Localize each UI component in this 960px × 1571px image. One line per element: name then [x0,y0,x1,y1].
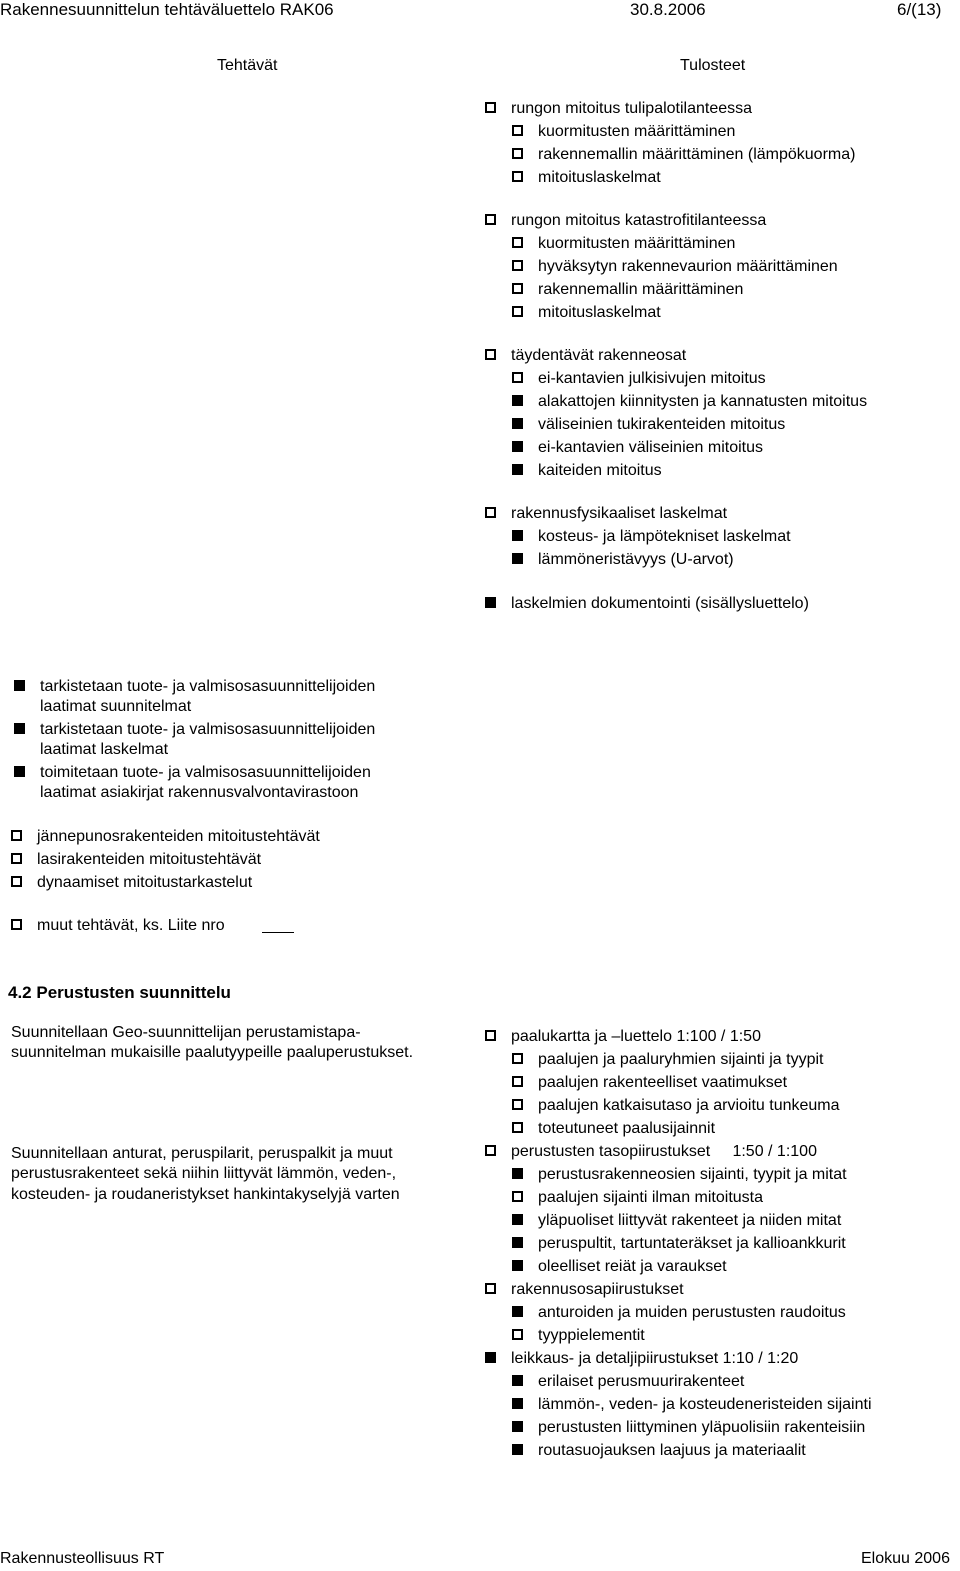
item-label: paalujen sijainti ilman mitoitusta [538,1189,763,1206]
item-label: ei-kantavien väliseinien mitoitus [538,439,763,456]
item-label: alakattojen kiinnitysten ja kannatusten mitoitus [538,393,868,410]
section-title: Perustusten suunnittelu [36,983,231,1002]
section-paragraph-2-line-1: Suunnitellaan anturat, peruspilarit, peruspalkit ja muut [11,1145,393,1162]
unchecked-checkbox-icon[interactable] [485,1283,496,1294]
unchecked-checkbox-icon[interactable] [512,372,523,383]
item-label: rakennusfysikaaliset laskelmat [511,505,728,522]
item-label: tarkistetaan tuote- ja valmisosasuunnittelijoiden [40,678,376,695]
item-label: muut tehtävät, ks. Liite nro [37,917,225,934]
section-number: 4.2 [8,983,32,1002]
section-paragraph-2-line-3: kosteuden- ja roudaneristykset hankintakyselyjä varten [11,1186,400,1203]
unchecked-checkbox-icon[interactable] [512,1053,523,1064]
item-label: mitoituslaskelmat [538,304,661,321]
column-header-outputs: Tulosteet [680,57,746,74]
attachment-number-blank[interactable] [262,918,294,933]
checked-checkbox-icon[interactable] [485,597,496,608]
item-label: tyyppielementit [538,1327,645,1344]
unchecked-checkbox-icon[interactable] [512,1191,523,1202]
item-label: rakennemallin määrittäminen (lämpökuorma) [538,146,856,163]
checked-checkbox-icon[interactable] [14,723,25,734]
checked-checkbox-icon[interactable] [512,553,523,564]
item-label-line-2: laatimat asiakirjat rakennusvalvontavirastoon [40,784,359,801]
item-label: routasuojauksen laajuus ja materiaalit [538,1442,806,1459]
item-label: rungon mitoitus katastrofitilanteessa [511,212,767,229]
unchecked-checkbox-icon[interactable] [512,125,523,136]
checked-checkbox-icon[interactable] [14,680,25,691]
unchecked-checkbox-icon[interactable] [485,102,496,113]
unchecked-checkbox-icon[interactable] [512,1122,523,1133]
unchecked-checkbox-icon[interactable] [512,306,523,317]
item-label: kaiteiden mitoitus [538,462,662,479]
unchecked-checkbox-icon[interactable] [512,283,523,294]
item-label: mitoituslaskelmat [538,169,661,186]
item-label: toimitetaan tuote- ja valmisosasuunnittelijoiden [40,764,371,781]
checked-checkbox-icon[interactable] [512,464,523,475]
item-label: perustusrakenneosien sijainti, tyypit ja mitat [538,1166,847,1183]
unchecked-checkbox-icon[interactable] [485,349,496,360]
item-label: väliseinien tukirakenteiden mitoitus [538,416,786,433]
footer-right: Elokuu 2006 [861,1550,950,1567]
item-label: ei-kantavien julkisivujen mitoitus [538,370,766,387]
item-label: kuormitusten määrittäminen [538,123,736,140]
item-label: dynaamiset mitoitustarkastelut [37,874,253,891]
item-label: paalujen katkaisutaso ja arvioitu tunkeuma [538,1097,840,1114]
item-label: paalujen ja paaluryhmien sijainti ja tyypit [538,1051,824,1068]
footer-left: Rakennusteollisuus RT [0,1550,165,1567]
item-label-line-2: laatimat laskelmat [40,741,169,758]
checked-checkbox-icon[interactable] [512,418,523,429]
item-label: lämmöneristävyys (U-arvot) [538,551,734,568]
section-paragraph-2-line-2: perustusrakenteet sekä niihin liittyvät lämmön, veden-, [11,1165,397,1182]
item-label: perustusten tasopiirustukset 1:50 / 1:100 [511,1143,817,1160]
unchecked-checkbox-icon[interactable] [11,876,22,887]
item-label: rakennusosapiirustukset [511,1281,684,1298]
item-label: paalukartta ja –luettelo 1:100 / 1:50 [511,1028,761,1045]
item-label: tarkistetaan tuote- ja valmisosasuunnittelijoiden [40,721,376,738]
unchecked-checkbox-icon[interactable] [512,237,523,248]
unchecked-checkbox-icon[interactable] [485,214,496,225]
item-label: laskelmien dokumentointi (sisällysluettelo) [511,595,809,612]
item-label: anturoiden ja muiden perustusten raudoitus [538,1304,846,1321]
unchecked-checkbox-icon[interactable] [512,171,523,182]
item-label: kuormitusten määrittäminen [538,235,736,252]
item-label: paalujen rakenteelliset vaatimukset [538,1074,788,1091]
item-label: perustusten liittyminen yläpuolisiin rakenteisiin [538,1419,866,1436]
unchecked-checkbox-icon[interactable] [512,148,523,159]
item-label: lasirakenteiden mitoitustehtävät [37,851,262,868]
item-label: toteutuneet paalusijainnit [538,1120,716,1137]
unchecked-checkbox-icon[interactable] [11,919,22,930]
item-label: oleelliset reiät ja varaukset [538,1258,727,1275]
checked-checkbox-icon[interactable] [512,1168,523,1179]
unchecked-checkbox-icon[interactable] [512,1099,523,1110]
item-label: täydentävät rakenneosat [511,347,687,364]
document-date: 30.8.2006 [630,0,706,19]
item-label: hyväksytyn rakennevaurion määrittäminen [538,258,838,275]
unchecked-checkbox-icon[interactable] [512,1076,523,1087]
checked-checkbox-icon[interactable] [512,1375,523,1386]
checked-checkbox-icon[interactable] [14,766,25,777]
item-label: peruspultit, tartuntateräkset ja kallioankkurit [538,1235,846,1252]
unchecked-checkbox-icon[interactable] [11,830,22,841]
checked-checkbox-icon[interactable] [512,530,523,541]
page-number: 6/(13) [897,0,942,19]
item-label: leikkaus- ja detaljipiirustukset 1:10 / 1:20 [511,1350,799,1367]
item-label: yläpuoliset liittyvät rakenteet ja niiden mitat [538,1212,842,1229]
checked-checkbox-icon[interactable] [512,395,523,406]
unchecked-checkbox-icon[interactable] [512,1329,523,1340]
checked-checkbox-icon[interactable] [485,1352,496,1363]
unchecked-checkbox-icon[interactable] [485,507,496,518]
item-label: jännepunosrakenteiden mitoitustehtävät [37,828,320,845]
checked-checkbox-icon[interactable] [512,1421,523,1432]
section-paragraph-1-line-2: suunnitelman mukaisille paalutyypeille paaluperustukset. [11,1044,414,1061]
column-header-tasks: Tehtävät [217,57,278,74]
unchecked-checkbox-icon[interactable] [485,1145,496,1156]
checked-checkbox-icon[interactable] [512,1398,523,1409]
checked-checkbox-icon[interactable] [512,1237,523,1248]
unchecked-checkbox-icon[interactable] [11,853,22,864]
document-title: Rakennesuunnittelun tehtäväluettelo RAK06 [0,0,334,19]
item-label: kosteus- ja lämpötekniset laskelmat [538,528,791,545]
item-label: rakennemallin määrittäminen [538,281,744,298]
checked-checkbox-icon[interactable] [512,1444,523,1455]
section-paragraph-1-line-1: Suunnitellaan Geo-suunnittelijan perustamistapa- [11,1024,361,1041]
section-heading [8,983,231,1002]
checked-checkbox-icon[interactable] [512,1306,523,1317]
item-label: lämmön-, veden- ja kosteudeneristeiden sijainti [538,1396,872,1413]
checked-checkbox-icon[interactable] [512,441,523,452]
item-label: rungon mitoitus tulipalotilanteessa [511,100,753,117]
item-label-line-2: laatimat suunnitelmat [40,698,192,715]
unchecked-checkbox-icon[interactable] [512,260,523,271]
checked-checkbox-icon[interactable] [512,1214,523,1225]
item-label: erilaiset perusmuurirakenteet [538,1373,745,1390]
unchecked-checkbox-icon[interactable] [485,1030,496,1041]
checked-checkbox-icon[interactable] [512,1260,523,1271]
